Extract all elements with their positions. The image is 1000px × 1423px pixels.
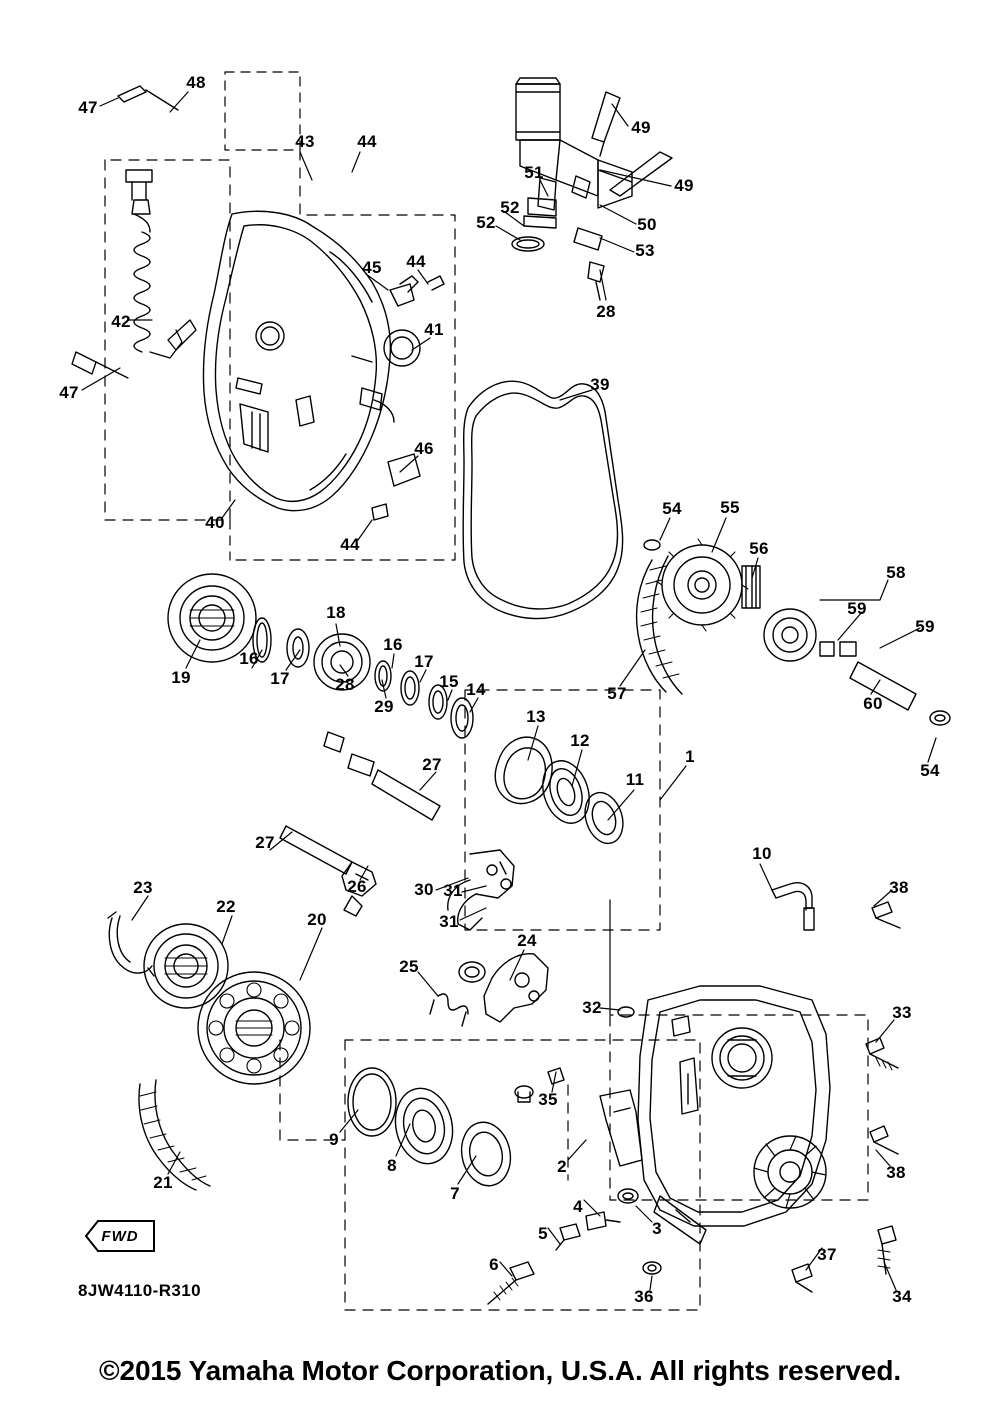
callout-12: 12 (570, 731, 590, 750)
callout-18: 18 (326, 603, 346, 622)
callout-5: 5 (538, 1224, 548, 1243)
callout-3: 3 (652, 1219, 662, 1238)
callout-53: 53 (635, 241, 655, 260)
callout-46: 46 (414, 439, 434, 458)
callout-37: 37 (817, 1245, 837, 1264)
callout-47: 47 (78, 98, 98, 117)
callout-21: 21 (153, 1173, 173, 1192)
callout-16: 16 (383, 635, 403, 654)
callout-24: 24 (517, 931, 537, 950)
callout-30: 30 (414, 880, 434, 899)
callout-26: 26 (347, 877, 367, 896)
fwd-label: FWD (101, 1227, 139, 1245)
callout-17: 17 (414, 652, 434, 671)
callout-13: 13 (526, 707, 546, 726)
callout-28: 28 (335, 675, 355, 694)
callout-40: 40 (205, 513, 225, 532)
callout-19: 19 (171, 668, 191, 687)
callout-51: 51 (524, 163, 544, 182)
callout-2: 2 (557, 1157, 567, 1176)
callout-52: 52 (500, 198, 520, 217)
callout-49: 49 (674, 176, 694, 195)
callout-23: 23 (133, 878, 153, 897)
callout-54: 54 (920, 761, 940, 780)
callout-44: 44 (340, 535, 360, 554)
callout-27: 27 (422, 755, 442, 774)
callout-29: 29 (374, 697, 394, 716)
callout-9: 9 (329, 1130, 339, 1149)
callout-31: 31 (443, 881, 463, 900)
callout-1: 1 (685, 747, 695, 766)
callout-22: 22 (216, 897, 236, 916)
callout-6: 6 (489, 1255, 499, 1274)
callout-38: 38 (886, 1163, 906, 1182)
callout-17: 17 (270, 669, 290, 688)
callout-14: 14 (466, 680, 486, 699)
callout-35: 35 (538, 1090, 558, 1109)
callout-28: 28 (596, 302, 616, 321)
callout-34: 34 (892, 1287, 912, 1306)
callout-56: 56 (749, 539, 769, 558)
callout-54: 54 (662, 499, 682, 518)
callout-16: 16 (239, 649, 259, 668)
callout-38: 38 (889, 878, 909, 897)
callout-33: 33 (892, 1003, 912, 1022)
callout-59: 59 (915, 617, 935, 636)
callout-27: 27 (255, 833, 275, 852)
callout-52: 52 (476, 213, 496, 232)
callout-57: 57 (607, 684, 627, 703)
callout-43: 43 (295, 132, 315, 151)
callout-49: 49 (631, 118, 651, 137)
callout-15: 15 (439, 672, 459, 691)
callout-31: 31 (439, 912, 459, 931)
callout-32: 32 (582, 998, 602, 1017)
callout-44: 44 (406, 252, 426, 271)
callout-59: 59 (847, 599, 867, 618)
callout-50: 50 (637, 215, 657, 234)
callout-11: 11 (625, 770, 645, 789)
callout-47: 47 (59, 383, 79, 402)
callout-4: 4 (573, 1197, 583, 1216)
callout-41: 41 (424, 320, 444, 339)
callout-20: 20 (307, 910, 327, 929)
fwd-marker (84, 1217, 156, 1255)
callout-44: 44 (357, 132, 377, 151)
diagram-code: 8JW4110-R310 (78, 1281, 201, 1300)
callout-42: 42 (111, 312, 131, 331)
callout-45: 45 (362, 258, 382, 277)
callout-39: 39 (590, 375, 610, 394)
callout-48: 48 (186, 73, 206, 92)
callout-36: 36 (634, 1287, 654, 1306)
callout-60: 60 (863, 694, 883, 713)
callout-58: 58 (886, 563, 906, 582)
callout-8: 8 (387, 1156, 397, 1175)
callout-25: 25 (399, 957, 419, 976)
callout-10: 10 (752, 844, 772, 863)
copyright-notice: ©2015 Yamaha Motor Corporation, U.S.A. All rights reserved. (98, 1355, 902, 1386)
callout-7: 7 (450, 1184, 460, 1203)
callout-55: 55 (720, 498, 740, 517)
